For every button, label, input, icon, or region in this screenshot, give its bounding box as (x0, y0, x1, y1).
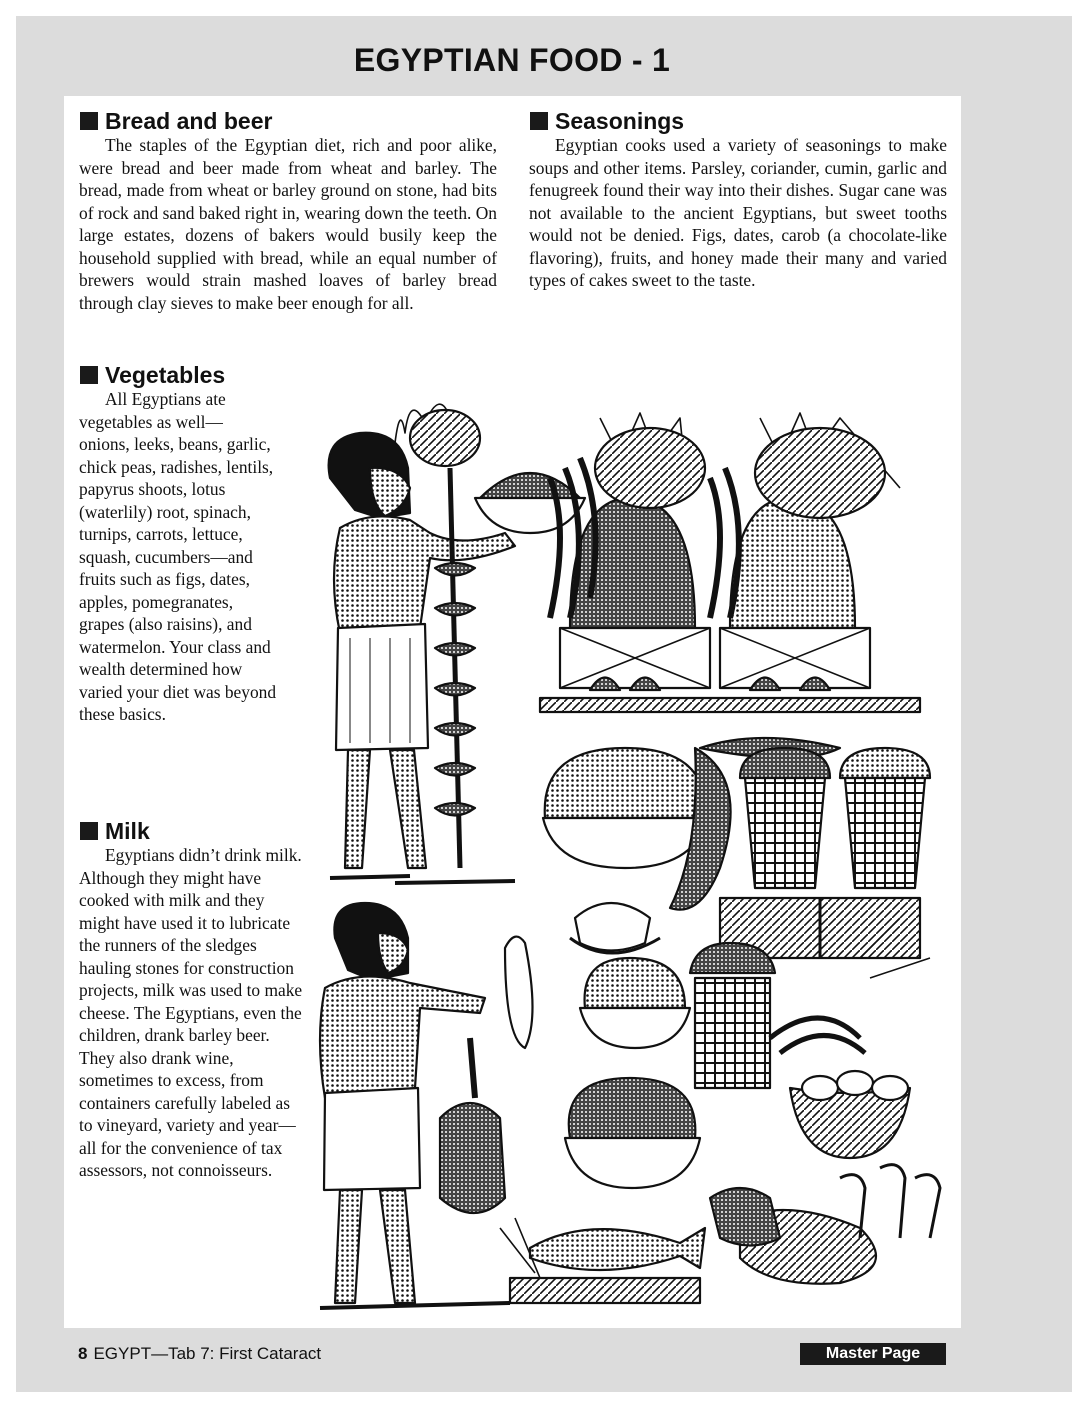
heading-vegetables: Vegetables (80, 362, 225, 388)
bullet-square-icon (80, 822, 98, 840)
footer-source (78, 1344, 321, 1364)
paragraph-bread-and-beer: The staples of the Egyptian diet, rich and poor alike, were bread and beer made from wheat and barley. The bread, made from wheat or barley ground on stone, had bits of rock and sand baked right in, wearing down the teeth. On large estates, dozens of bakers would busily keep the household supplied with bread, while an equal number of brewers would strain mashed loaves of barley bread through clay sieves to make beer enough for all. (79, 135, 497, 313)
bullet-square-icon (80, 366, 98, 384)
master-page-badge: Master Page (800, 1343, 946, 1365)
bullet-square-icon (80, 112, 98, 130)
paragraph-vegetables: All Egyptians ate vegetables as well— onions, leeks, beans, garlic, chick peas, radishes, lentils, papyrus shoots, lotus (waterlily) root, spinach, turnips, carrots, lettuce, squash, cucumbers—and fruits such as figs, dates, apples, pomegranates, grapes (also raisins), and watermelon. Your class and wealth determined how varied your diet was beyond these basics. (79, 389, 277, 724)
paragraph-milk: Egyptians didn’t drink milk. Although they might have cooked with milk and they might have used it to lubricate the runners of the sledges hauling stones for construction projects, milk was used to make cheese. The Egyptians, even the children, drank barley beer. They also drank wine, sometimes to excess, from containers carefully labeled as to vineyard, variety and year—all for the convenience of tax assessors, not connoisseurs. (79, 845, 303, 1180)
page-title: EGYPTIAN FOOD - 1 (353, 42, 671, 78)
bullet-square-icon (530, 112, 548, 130)
offering-bearers-illustration-icon (300, 398, 950, 1323)
heading-bread-and-beer: Bread and beer (80, 108, 272, 134)
heading-milk: Milk (80, 818, 150, 844)
paragraph-seasonings: Egyptian cooks used a variety of seasonings to make soups and other items. Parsley, coriander, cumin, garlic and fenugreek found their way into their dishes. Sugar cane was not available to the ancient Egyptians, but sweet tooths would not be denied. Figs, dates, carob (a chocolate-like flavoring), fruits, and honey made their many and varied types of cakes sweet to the taste. (529, 135, 947, 290)
heading-seasonings: Seasonings (530, 108, 684, 134)
footer-source-text: EGYPT—Tab 7: First Cataract (93, 1344, 322, 1363)
page-number: 8 (78, 1344, 88, 1363)
